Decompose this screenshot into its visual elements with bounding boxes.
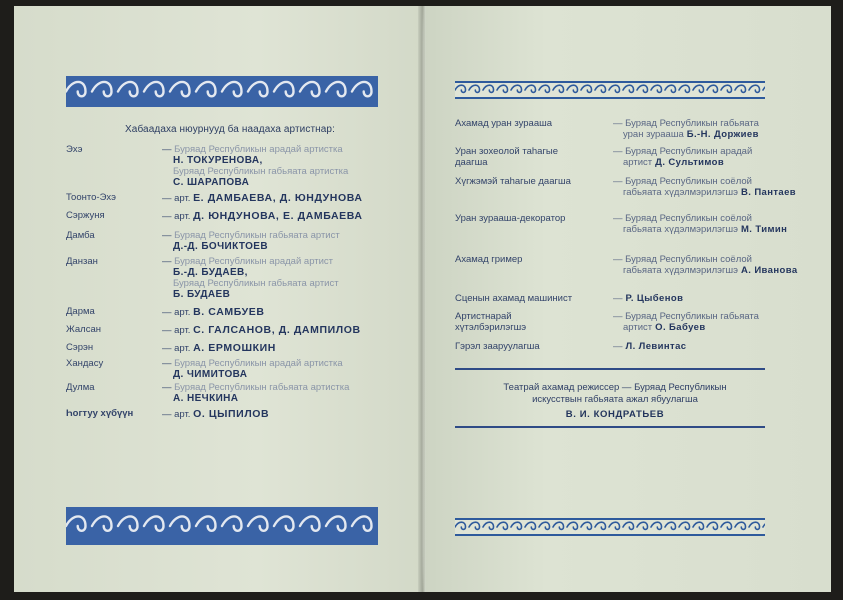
crew-credit-line: — Буряад Республикын арадай	[613, 146, 753, 157]
cast-dash: — арт.	[162, 343, 194, 354]
divider-top	[455, 368, 765, 370]
cast-dash: — арт.	[162, 307, 194, 318]
cast-dash: —	[162, 256, 175, 267]
actor-name: С. ШАРАПОВА	[173, 177, 250, 188]
crew-role: Уран зурааша-декоратор	[455, 213, 566, 224]
director-line-1: Театрай ахамад режиссер — Буряад Республикын	[503, 382, 727, 393]
director-block	[470, 382, 760, 421]
cast-dash: — арт.	[162, 211, 194, 222]
crew-credit-line: артист Д. Сультимов	[623, 157, 725, 168]
actor-name: Б.-Д. БУДАЕВ,	[173, 267, 248, 278]
crew-role: Ахамад гример	[455, 254, 523, 265]
cast-line	[162, 144, 343, 155]
crew-credit	[613, 311, 759, 333]
cast-dash: — арт.	[162, 409, 194, 420]
crew-name: Л. Левинтас	[622, 341, 687, 352]
crew-name: В. Пантаев	[737, 187, 797, 198]
cast-line	[173, 166, 348, 177]
actor-name: Н. ТОКУРЕНОВА,	[173, 155, 263, 166]
crew-role: Хүгжэмэй таһагые даагша	[455, 176, 571, 187]
cast-line	[162, 210, 363, 222]
crew-credit	[613, 118, 759, 140]
cast-line	[162, 306, 265, 318]
crew-role: Сценын ахамад машинист	[455, 293, 573, 304]
cast-dash: — арт.	[162, 325, 194, 336]
crew-credit	[613, 254, 798, 276]
cast-dash: —	[162, 358, 175, 369]
cast-dash: —	[162, 230, 175, 241]
divider-bottom	[455, 426, 765, 428]
crew-role: Уран зохеолой таһагые даагша	[455, 146, 559, 168]
crew-name: Р. Цыбенов	[622, 293, 684, 304]
crew-credit-line: — Буряад Республикын соёлой	[613, 254, 752, 265]
cast-dash: — арт.	[162, 193, 194, 204]
actor-name: С. ГАЛСАНОВ, Д. ДАМПИЛОВ	[193, 324, 361, 336]
cast-role: Тоонто-Эхэ	[66, 192, 116, 203]
cast-credit: Буряад Республикын арадай артистка	[174, 144, 343, 155]
crew-credit-line: — Л. Левинтас	[613, 341, 687, 352]
ornament-band-top-right	[455, 81, 765, 99]
page-fold	[418, 6, 426, 592]
crew-credit	[613, 293, 683, 304]
cast-dash: —	[162, 144, 175, 155]
actor-name: Б. БУДАЕВ	[173, 289, 231, 300]
cast-line	[173, 241, 268, 252]
cast-role: Дулма	[66, 382, 95, 393]
crew-role: Артистнарай хүтэлбэрилэгшэ	[455, 311, 527, 333]
crew-role: Ахамад уран зурааша	[455, 118, 553, 129]
crew-credit-line: — Р. Цыбенов	[613, 293, 684, 304]
actor-name: В. САМБУЕВ	[193, 306, 265, 318]
crew-credit	[613, 341, 686, 352]
cast-line	[173, 369, 247, 380]
cast-role: Сэржуня	[66, 210, 105, 221]
cast-role: Дарма	[66, 306, 95, 317]
cast-line	[173, 278, 339, 289]
cast-heading: Хабаадаха нюурнууд ба наадаха артистнар:	[125, 124, 335, 135]
cast-credit: Буряад Республикын арадай артистка	[174, 358, 343, 369]
cast-line	[162, 324, 361, 336]
cast-credit: Буряад Республикын арадай артист	[174, 256, 334, 267]
cast-role: Жалсан	[66, 324, 101, 335]
ornament-band-bottom-left	[66, 507, 378, 545]
crew-credit-line: габьяата хүдэлмэрилэгшэ М. Тимин	[623, 224, 788, 235]
crew-credit-line: габьяата хүдэлмэрилэгшэ А. Иванова	[623, 265, 798, 276]
crew-credit-line: — Буряад Республикын габьяата	[613, 118, 759, 129]
crew-credit-line: габьяата хүдэлмэрилэгшэ В. Пантаев	[623, 187, 797, 198]
cast-line	[162, 256, 333, 267]
crew-name: Б.-Н. Доржиев	[683, 129, 759, 140]
crew-name: О. Бабуев	[652, 322, 706, 333]
actor-name: А. ЕРМОШКИН	[193, 342, 276, 354]
crew-credit-line: артист О. Бабуев	[623, 322, 706, 333]
actor-name: О. ЦЫПИЛОВ	[193, 408, 270, 420]
crew-credit-line: — Буряад Республикын габьяата	[613, 311, 759, 322]
director-line-2: искусствын габьяата ажал ябуулагша	[532, 394, 698, 405]
cast-role: Сэрэн	[66, 342, 94, 353]
crew-credit-line: — Буряад Республикын соёлой	[613, 213, 752, 224]
cast-role: Дамба	[66, 230, 95, 241]
cast-line	[173, 289, 230, 300]
crew-credit	[613, 146, 752, 168]
cast-credit: Буряад Республикын габьяата артистка	[173, 166, 349, 177]
cast-line	[173, 393, 238, 404]
ornament-band-top-left	[66, 76, 378, 107]
cast-line	[162, 382, 349, 393]
ornament-band-bottom-right	[455, 518, 765, 536]
actor-name: Д. ЧИМИТОВА	[173, 369, 248, 380]
cast-credit: Буряад Республикын габьяата артистка	[174, 382, 350, 393]
cast-role: Эхэ	[66, 144, 83, 155]
cast-line	[162, 358, 343, 369]
crew-credit	[613, 176, 796, 198]
cast-line	[162, 408, 269, 420]
cast-role: Хандасу	[66, 358, 104, 369]
actor-name: Д.-Д. БОЧИКТОЕВ	[173, 241, 268, 252]
cast-credit: Буряад Республикын габьяата артист	[174, 230, 340, 241]
actor-name: Д. ЮНДУНОВА, Е. ДАМБАЕВА	[193, 210, 363, 222]
cast-role: Данзан	[66, 256, 98, 267]
cast-line	[173, 267, 248, 278]
cast-line	[162, 192, 363, 204]
cast-line	[173, 177, 249, 188]
cast-line	[162, 342, 276, 354]
crew-credit-line: уран зурааша Б.-Н. Доржиев	[623, 129, 759, 140]
crew-name: М. Тимин	[737, 224, 788, 235]
director-name: В. И. КОНДРАТЬЕВ	[565, 409, 665, 420]
crew-credit	[613, 213, 787, 235]
actor-name: А. НЕЧКИНА	[173, 393, 239, 404]
crew-name: Д. Сультимов	[652, 157, 725, 168]
crew-credit-line: — Буряад Республикын соёлой	[613, 176, 752, 187]
cast-line	[173, 155, 263, 166]
cast-dash: —	[162, 382, 175, 393]
actor-name: Е. ДАМБАЕВА, Д. ЮНДУНОВА	[193, 192, 363, 204]
crew-role: Гэрэл зааруулагша	[455, 341, 540, 352]
cast-line	[162, 230, 340, 241]
cast-credit: Буряад Республикын габьяата артист	[173, 278, 339, 289]
cast-role: Һогтуу хүбүүн	[66, 408, 134, 419]
crew-name: А. Иванова	[737, 265, 798, 276]
